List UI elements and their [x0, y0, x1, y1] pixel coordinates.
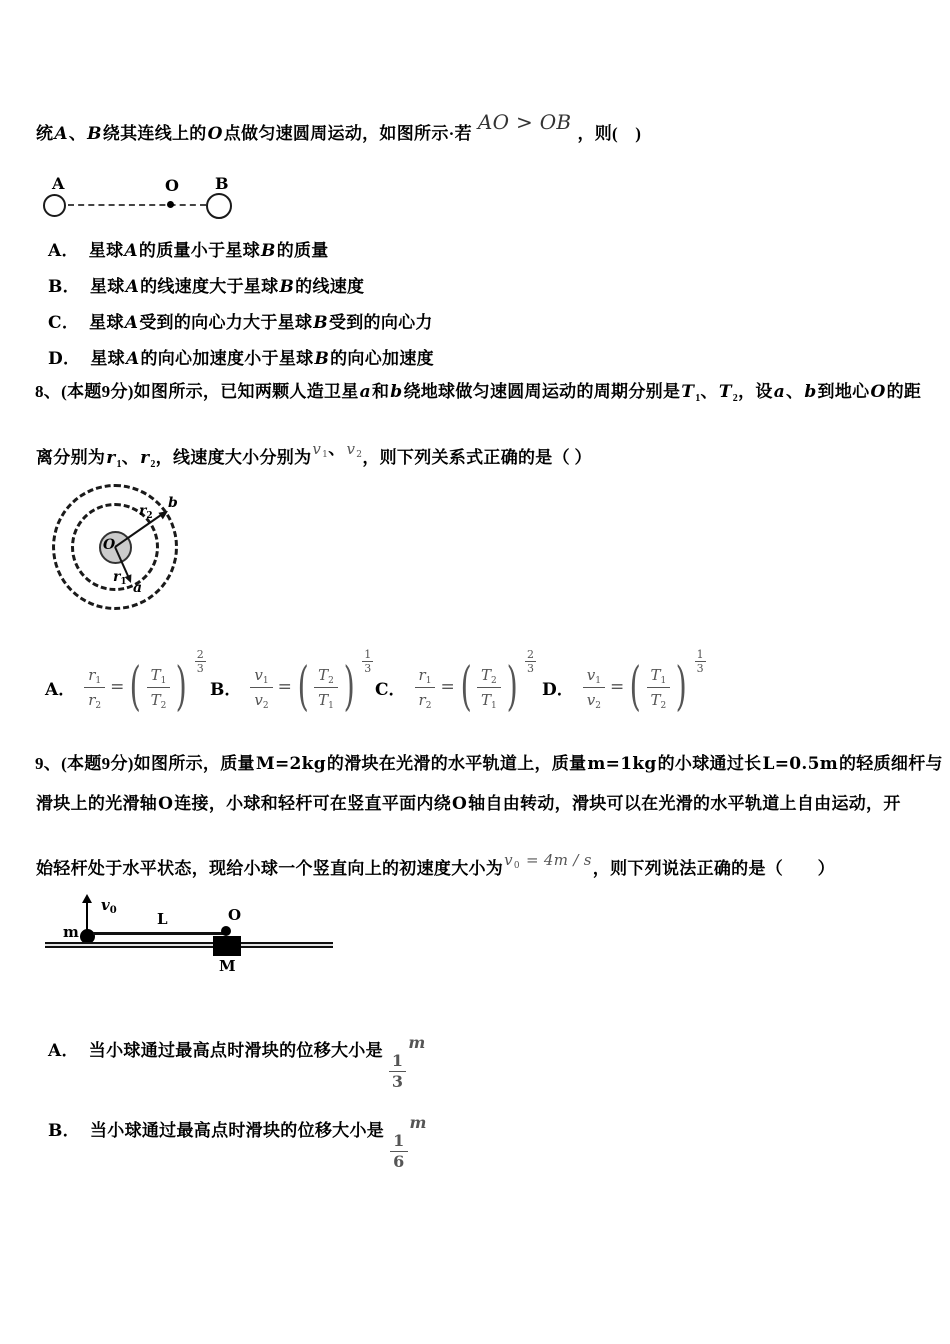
q7-inline-formula: AO > OB	[477, 110, 572, 134]
frac-num-sub: 2	[328, 675, 334, 686]
q8-stem-tail: ，则下列关系式正确的是（ ）	[362, 448, 592, 467]
text-segment: B	[313, 313, 328, 333]
exp-den: 3	[364, 661, 372, 675]
text-segment: 星球	[88, 241, 124, 260]
frac-den-sub: 2	[160, 700, 167, 711]
text-segment: A	[125, 349, 140, 369]
text-segment: 、	[68, 124, 87, 143]
frac-num-sub: 1	[262, 675, 269, 686]
frac-num-sub: 2	[491, 675, 497, 686]
q7-stem-tail: ，则( )	[577, 124, 642, 143]
text-segment: 若	[454, 124, 472, 143]
q7-two-star-diagram	[43, 176, 243, 222]
frac-den-sub: 2	[660, 700, 667, 711]
q8-option-c: C． $\frac{r_1}{r_2}$ = ( $\frac{T_2}{T_1}$ ) $\frac{2}{3}$	[375, 647, 535, 717]
text-segment: 1	[695, 393, 701, 404]
q8-velocity-symbols	[311, 440, 362, 458]
radius-r1-label	[113, 569, 127, 587]
velocity-arrow-line	[86, 901, 88, 930]
q9-stem-tail: ，则下列说法正确的是（ ）	[592, 859, 835, 878]
text-segment: A	[124, 241, 138, 261]
frac-numerator: 1	[390, 1131, 407, 1152]
exponent-fraction	[195, 648, 206, 675]
q9-slider-diagram	[35, 893, 335, 983]
exp-num: 2	[527, 647, 535, 661]
frac-num-letter: T	[480, 665, 491, 684]
option-label: A．	[48, 1041, 79, 1061]
frac-den-letter: T	[318, 690, 329, 709]
frac-num-letter: r	[418, 665, 426, 684]
slider-M-label: M	[219, 957, 236, 975]
star-a-circle	[43, 194, 66, 217]
text-segment: T	[681, 382, 695, 402]
exp-den: 3	[196, 661, 204, 675]
horizontal-track	[45, 942, 333, 948]
text-segment: 的质量小于星球	[138, 241, 261, 260]
q8-option-d: D． $\frac{v_1}{v_2}$ = ( $\frac{T_1}{T_2}$ ) $\frac{1}{3}$	[542, 647, 704, 717]
text-segment: 离分别为	[36, 448, 106, 467]
r2-subscript: 2	[146, 511, 153, 521]
text-segment: 受到的向心力	[328, 313, 433, 332]
q9-stem-text1	[35, 754, 943, 773]
text-segment: 轴自由转动，滑块可以在光滑的水平轨道上自由运动，开	[468, 794, 901, 813]
option-text: 当小球通过最高点时滑块的位移大小是	[89, 1121, 385, 1140]
frac-den-letter: v	[586, 690, 596, 709]
text-segment: 、	[121, 448, 140, 467]
rod	[93, 932, 227, 935]
text-segment: 的轻质细杆与	[839, 754, 943, 773]
text-segment: 的线速度	[295, 277, 365, 296]
text-segment: O	[207, 124, 223, 144]
v0-subscript: 0	[109, 905, 117, 916]
text-segment: O	[452, 794, 468, 814]
text-segment: 统	[36, 124, 54, 143]
q9-stem-text3: 始轻杆处于水平状态，现给小球一个竖直向上的初速度大小为	[36, 859, 504, 878]
lhs-fraction	[250, 663, 272, 712]
r1-letter: r	[113, 569, 121, 585]
text-segment: 滑块上的光滑轴	[36, 794, 158, 813]
frac-den-sub: 2	[95, 700, 102, 711]
text-segment: B	[279, 277, 295, 297]
text-segment: O	[158, 794, 174, 814]
text-segment: 2	[732, 393, 739, 404]
q7-option-d	[48, 344, 434, 369]
text-segment: r	[140, 448, 150, 468]
text-segment: 9、(本题9分)如图所示，质量	[35, 754, 255, 773]
text-segment: 的向心加速度	[330, 349, 434, 368]
exp-num: 1	[364, 647, 372, 661]
frac-den-sub: 2	[262, 700, 269, 711]
option-label: B．	[210, 679, 242, 700]
q8-stem-line1	[35, 377, 921, 404]
q8-stem-text1	[35, 382, 922, 404]
displacement-fraction	[389, 1051, 406, 1092]
text-segment: 、	[700, 382, 718, 401]
exponent-fraction	[695, 648, 706, 675]
text-segment: ，设	[738, 382, 773, 401]
option-text	[90, 349, 434, 368]
frac-numerator: 1	[389, 1051, 406, 1072]
text-segment: O	[870, 382, 886, 402]
q9-option-b	[48, 1113, 427, 1172]
satellite-b-label: b	[168, 495, 178, 511]
text-segment: 星球	[90, 349, 125, 368]
option-label: B．	[48, 277, 80, 297]
q7-stem-line	[36, 110, 641, 144]
center-o-dot	[167, 201, 174, 208]
lhs-fraction	[84, 663, 105, 712]
text-segment: a	[773, 382, 786, 402]
exponent-fraction	[362, 648, 373, 675]
text-segment: 2	[150, 459, 156, 470]
text-segment: B	[261, 241, 276, 261]
text-segment: ，线速度大小分别为	[155, 448, 312, 467]
radius-r2-label	[139, 503, 153, 521]
text-segment: 的质量	[276, 241, 329, 260]
rhs-fraction	[314, 663, 338, 712]
q9-stem-line2	[36, 789, 901, 814]
equals-sign: =	[440, 677, 455, 697]
equals-sign: =	[277, 677, 292, 697]
q8-orbit-diagram	[51, 483, 183, 615]
text-segment: B	[314, 349, 330, 369]
text-segment: 连接，小球和轻杆可在竖直平面内绕	[174, 794, 452, 813]
text-segment: 的滑块在光滑的水平轨道上，质量	[326, 754, 587, 773]
frac-den-letter: T	[650, 690, 661, 709]
frac-num-letter: T	[650, 665, 661, 684]
text-segment: 、	[786, 382, 804, 401]
unit-label: m	[408, 1033, 426, 1052]
text-segment: A	[54, 124, 68, 144]
frac-den-letter: T	[150, 690, 161, 709]
text-segment: 的小球通过长	[657, 754, 762, 773]
option-label: C．	[375, 679, 406, 700]
text-segment: b	[804, 382, 817, 402]
option-label: A．	[48, 241, 79, 261]
text-segment: = 4m / s	[520, 851, 592, 869]
frac-num-letter: v	[254, 665, 263, 684]
text-segment: L=0.5m	[762, 754, 838, 774]
text-segment: a	[359, 382, 371, 402]
star-b-circle	[206, 193, 232, 219]
text-segment: A	[124, 313, 139, 333]
q9-stem-text2	[36, 794, 901, 813]
q7-option-c	[48, 308, 433, 333]
text-segment: 8、(本题9分)如图所示，已知两颗人造卫星	[35, 382, 359, 401]
text-segment: r	[106, 448, 116, 468]
equals-sign: =	[609, 677, 625, 697]
option-label: C．	[48, 313, 80, 333]
text-segment: 0	[513, 861, 520, 871]
frac-num-letter: T	[150, 665, 161, 684]
pivot-circle	[221, 926, 231, 936]
option-text: 当小球通过最高点时滑块的位移大小是	[88, 1041, 383, 1060]
frac-den-letter: r	[418, 690, 426, 709]
frac-denominator: 3	[391, 1072, 404, 1091]
q8-option-a: A． $\frac{r_1}{r_2}$ = ( $\frac{T_1}{T_2}$ ) $\frac{2}{3}$	[45, 647, 204, 717]
frac-num-sub: 1	[660, 675, 667, 686]
text-segment: 和	[371, 382, 390, 401]
frac-den-sub: 2	[425, 700, 432, 711]
rod-length-label: L	[157, 910, 168, 928]
frac-num-sub: 1	[425, 675, 432, 686]
frac-num-sub: 1	[160, 675, 167, 686]
q7-option-a	[48, 236, 329, 261]
text-segment: M=2kg	[255, 754, 326, 774]
option-label: B．	[48, 1121, 80, 1141]
rhs-fraction	[477, 663, 501, 712]
text-segment: 星球	[89, 277, 125, 296]
v0-label	[101, 896, 117, 916]
text-segment: b	[390, 382, 403, 402]
frac-den-sub: 1	[491, 700, 497, 711]
text-segment: m=1kg	[587, 754, 657, 774]
unit-label: m	[409, 1113, 427, 1132]
slider-block	[213, 936, 241, 956]
star-a-label: A	[52, 174, 65, 193]
frac-den-letter: T	[480, 690, 491, 709]
q8-stem-line2	[36, 434, 592, 470]
text-segment: 1	[322, 450, 329, 460]
q8-stem-text2	[36, 448, 312, 470]
r2-letter: r	[139, 503, 147, 519]
connecting-dashed-line	[68, 204, 206, 206]
text-segment: 的向心加速度小于星球	[140, 349, 314, 368]
text-segment: 到地心	[817, 382, 870, 401]
pivot-o-label: O	[228, 906, 242, 924]
lhs-fraction	[415, 663, 436, 712]
frac-denominator: 6	[393, 1152, 405, 1171]
q9-option-a	[48, 1033, 426, 1092]
text-segment: 1	[116, 459, 122, 470]
frac-den-sub: 2	[595, 700, 601, 711]
text-segment: v	[346, 440, 356, 458]
exp-num: 1	[696, 647, 704, 661]
option-label: A．	[45, 679, 76, 700]
satellite-a-label: a	[133, 580, 143, 596]
option-text	[89, 313, 433, 332]
option-text	[90, 277, 364, 296]
exp-den: 3	[696, 661, 704, 675]
frac-den-letter: r	[88, 690, 96, 709]
option-label: D．	[48, 349, 81, 369]
frac-num-letter: v	[586, 665, 596, 684]
text-segment: 2	[356, 450, 363, 460]
option-text	[89, 241, 329, 260]
text-segment: 点做匀速圆周运动，如图所示	[223, 124, 449, 143]
rhs-fraction	[147, 663, 171, 712]
star-b-label: B	[215, 174, 229, 193]
text-segment: 受到的向心力大于星球	[139, 313, 313, 332]
frac-den-letter: v	[254, 690, 263, 709]
text-segment: B	[87, 124, 102, 144]
text-segment: 绕其连线上的	[102, 124, 207, 143]
q9-stem-line3	[36, 851, 835, 879]
frac-den-sub: 1	[328, 700, 334, 711]
lhs-fraction	[583, 663, 605, 712]
v0-letter: v	[101, 896, 110, 914]
equals-sign: =	[110, 677, 125, 697]
ball-m-label: m	[63, 923, 79, 941]
frac-num-sub: 1	[95, 675, 102, 686]
displacement-fraction	[390, 1131, 407, 1172]
r1-subscript: 1	[120, 577, 127, 587]
text-segment: 、	[328, 439, 346, 459]
q9-initial-velocity-formula	[503, 851, 593, 869]
q7-stem-text	[36, 124, 472, 143]
frac-num-letter: r	[88, 665, 96, 684]
frac-num-letter: T	[318, 665, 329, 684]
text-segment: 的线速度大于星球	[140, 277, 279, 296]
earth-center-label: O	[103, 537, 116, 553]
exponent-fraction	[525, 648, 536, 675]
text-segment: v	[504, 851, 513, 869]
q8-option-b: B． $\frac{v_1}{v_2}$ = ( $\frac{T_2}{T_1}$ ) $\frac{1}{3}$	[210, 647, 372, 717]
exp-num: 2	[196, 647, 204, 661]
text-segment: 星球	[89, 313, 124, 332]
text-segment: ·	[448, 124, 455, 143]
exp-den: 3	[527, 661, 535, 675]
radius-arrows	[51, 483, 183, 615]
option-label: D．	[542, 679, 574, 700]
text-segment: v	[312, 440, 322, 458]
text-segment: A	[125, 277, 140, 297]
center-o-label: O	[165, 176, 179, 195]
frac-num-sub: 1	[595, 675, 601, 686]
text-segment: 的距	[886, 382, 922, 401]
q7-option-b	[48, 272, 364, 297]
rhs-fraction	[647, 663, 671, 712]
text-segment: T	[718, 382, 732, 402]
text-segment: 绕地球做匀速圆周运动的周期分别是	[403, 382, 681, 401]
q9-stem-line1	[35, 749, 943, 774]
